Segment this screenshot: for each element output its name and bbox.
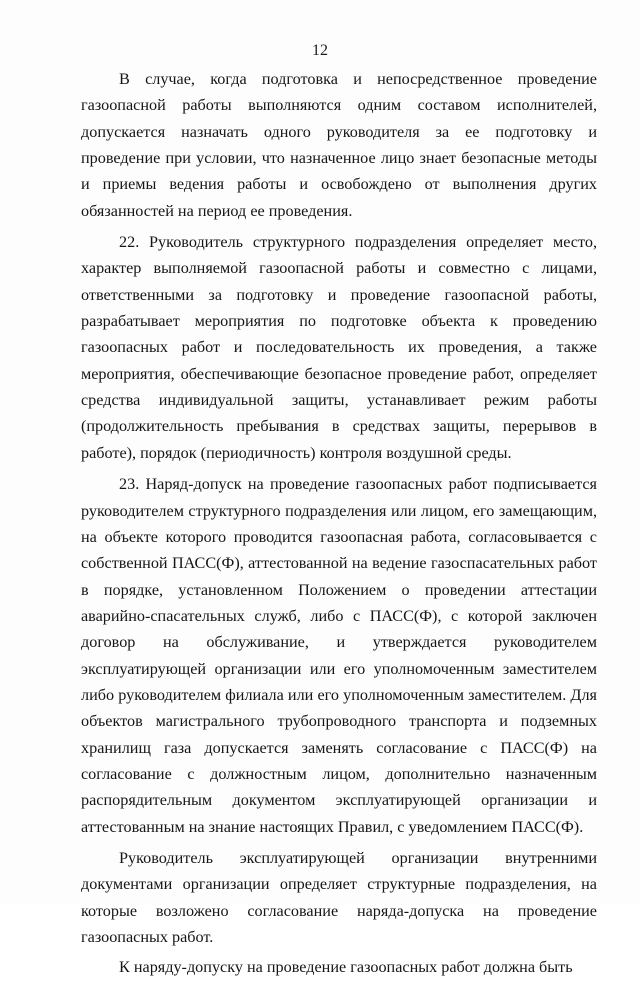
document-body [81, 66, 597, 986]
paragraph-approving-units: Руководитель эксплуатирующей организации внутренними документами организации определяет структурные подразделения, на которые возложено согласование наряда-допуска на проведение газоопасных работ. [81, 848, 597, 946]
paragraph-22-unit-head-duties: 22. Руководитель структурного подразделения определяет место, характер выполняемой газоопасной работы и совместно с лицами, ответственными за подготовку и проведение газоопасной работы, разрабатывает мероприятия по подготовке объекта к проведению газоопасных работ и последовательность их проведения, а также мероприятия, обеспечивающие безопасное проведение работ, определяет средства индивидуальной защиты, устанавливает режим работы (продолжительность пребывания в средствах защиты, перерывов в работе), порядок (периодичность) контроля воздушной среды. [81, 233, 597, 462]
paragraph-single-supervisor: В случае, когда подготовка и непосредственное проведение газоопасной работы выполняются одним составом исполнителей, допускается назначать одного руководителя за ее подготовку и проведение при условии, что назначенное лицо знает безопасные методы и приемы ведения работы и освобождено от выполнения других обязанностей на период ее проведения. [81, 70, 597, 220]
page-number: 12 [312, 42, 328, 59]
paragraph-permit-attachments: К наряду-допуску на проведение газоопасных работ должна быть [119, 958, 573, 977]
paragraph-23-work-permit-approval: 23. Наряд-допуск на проведение газоопасных работ подписывается руководителем структурного подразделения или лицом, его замещающим, на объекте которого проводится газоопасная работа, согласовывается с собственной ПАСС(Ф), аттестованной на ведение газоспасательных работ в порядке, установленном Положением о проведении аттестации аварийно-спасательных служб, либо с ПАСС(Ф), с которой заключен договор на обслуживание, и утверждается руководителем эксплуатирующей организации или его уполномоченным заместителем либо руководителем филиала или его уполномоченным заместителем. Для объектов магистрального трубопроводного транспорта и подземных хранилищ газа допускается заменять согласование с ПАСС(Ф) на согласование с должностным лицом, дополнительно назначенным распорядительным документом эксплуатирующей организации и аттестованным на знание настоящих Правил, с уведомлением ПАСС(Ф). [81, 475, 597, 836]
